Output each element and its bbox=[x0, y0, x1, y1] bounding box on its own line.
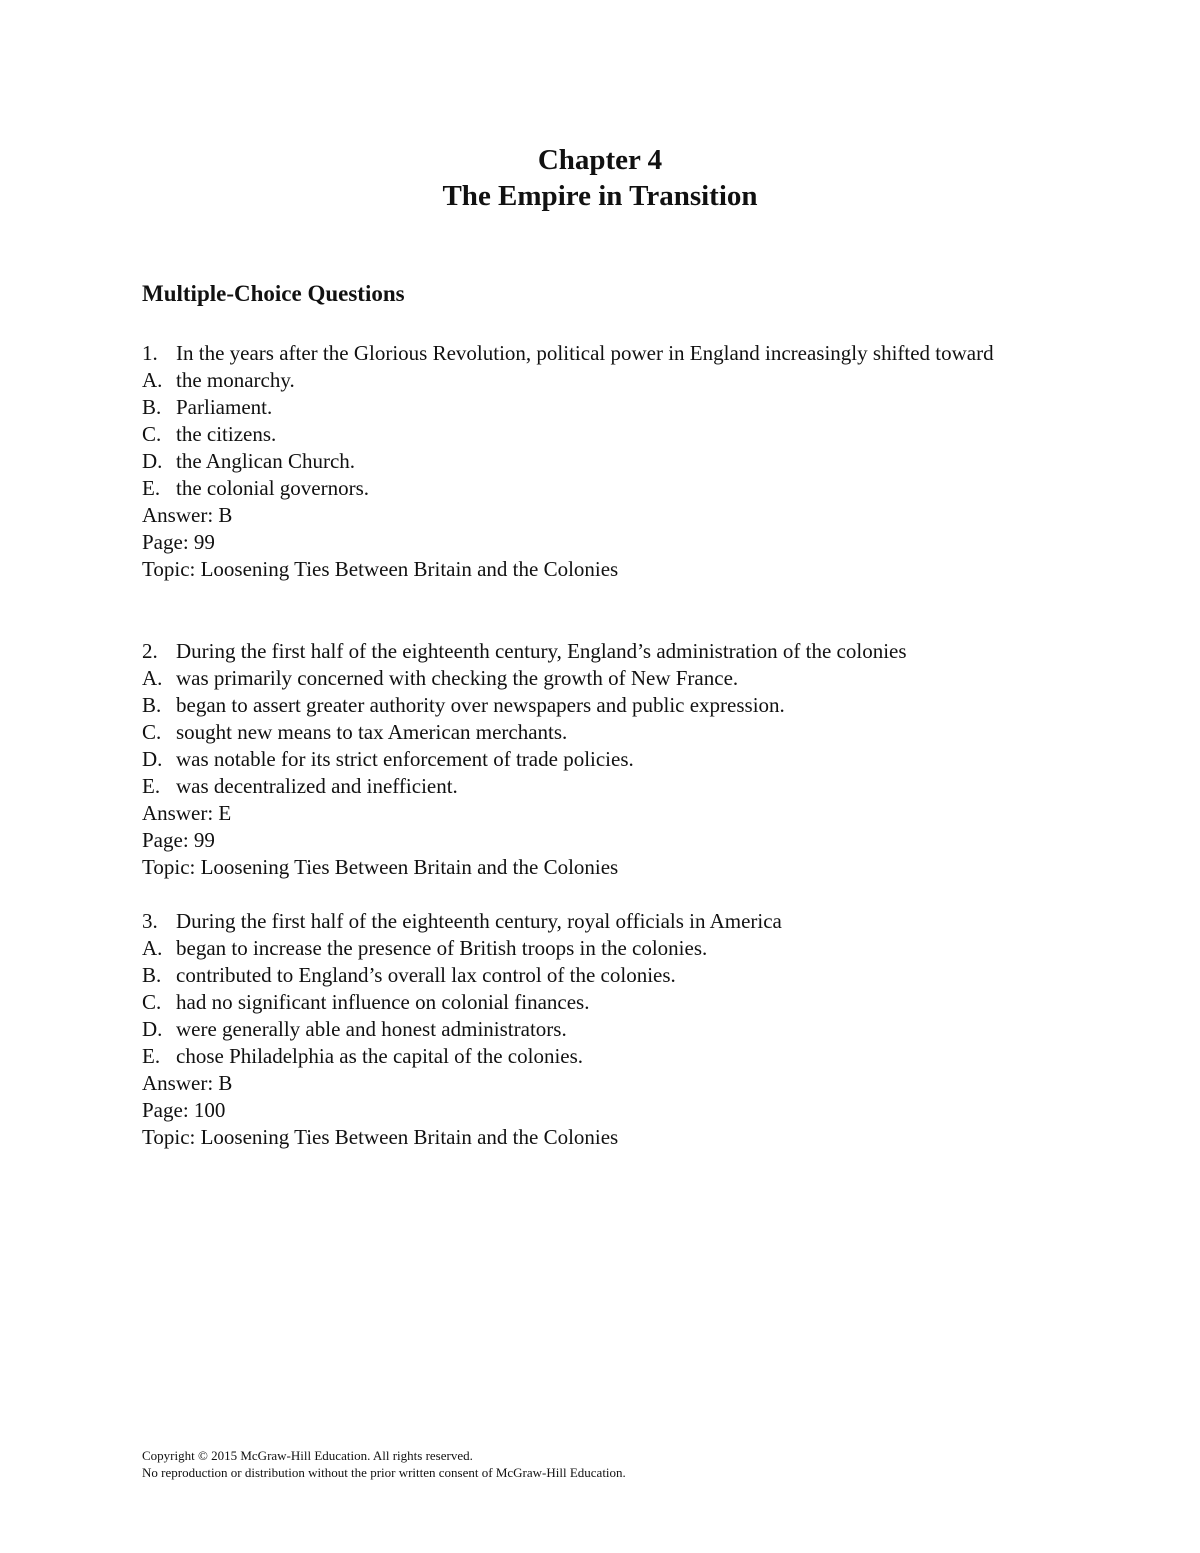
answer-option bbox=[142, 1043, 1042, 1070]
option-letter: A. bbox=[142, 368, 163, 392]
option-letter: A. bbox=[142, 936, 163, 960]
answer-option bbox=[142, 475, 1042, 502]
option-text: the colonial governors. bbox=[176, 476, 370, 500]
section-heading: Multiple-Choice Questions bbox=[142, 281, 405, 306]
answer-key: Answer: B bbox=[142, 1071, 233, 1095]
question-stem: In the years after the Glorious Revolution, political power in England increasingly shifted toward bbox=[176, 341, 994, 365]
reproduction-notice: No reproduction or distribution without the prior written consent of McGraw-Hill Education. bbox=[142, 1465, 626, 1480]
question-stem: During the first half of the eighteenth century, England’s administration of the colonies bbox=[176, 639, 907, 663]
option-text: the citizens. bbox=[176, 422, 277, 446]
option-text: was decentralized and inefficient. bbox=[176, 774, 458, 798]
option-letter: B. bbox=[142, 963, 162, 987]
topic-reference: Topic: Loosening Ties Between Britain and the Colonies bbox=[142, 1125, 619, 1149]
option-text: sought new means to tax American merchants. bbox=[176, 720, 568, 744]
option-text: began to increase the presence of British troops in the colonies. bbox=[176, 936, 708, 960]
question-number: 3. bbox=[142, 909, 158, 933]
answer-option bbox=[142, 665, 1042, 692]
option-letter: D. bbox=[142, 747, 163, 771]
option-letter: E. bbox=[142, 774, 161, 798]
answer-option bbox=[142, 989, 1042, 1016]
option-letter: B. bbox=[142, 395, 162, 419]
option-text: was primarily concerned with checking the growth of New France. bbox=[176, 666, 739, 690]
option-letter: D. bbox=[142, 449, 163, 473]
answer-option bbox=[142, 935, 1042, 962]
option-text: were generally able and honest administrators. bbox=[176, 1017, 567, 1041]
answer-option bbox=[142, 719, 1042, 746]
chapter-number: Chapter 4 bbox=[537, 144, 663, 176]
option-text: was notable for its strict enforcement of trade policies. bbox=[176, 747, 634, 771]
option-text: contributed to England’s overall lax control of the colonies. bbox=[176, 963, 676, 987]
option-letter: C. bbox=[142, 990, 162, 1014]
chapter-title: The Empire in Transition bbox=[442, 180, 758, 212]
answer-option bbox=[142, 773, 1042, 800]
page-reference: Page: 99 bbox=[142, 530, 215, 554]
option-letter: D. bbox=[142, 1017, 163, 1041]
answer-option bbox=[142, 421, 1042, 448]
topic-reference: Topic: Loosening Ties Between Britain and the Colonies bbox=[142, 557, 619, 581]
answer-option bbox=[142, 448, 1042, 475]
page-reference: Page: 100 bbox=[142, 1098, 226, 1122]
question-3 bbox=[142, 908, 1042, 1151]
question-stem-row bbox=[142, 908, 1042, 935]
answer-option bbox=[142, 746, 1042, 773]
answer-option bbox=[142, 394, 1042, 421]
answer-option bbox=[142, 367, 1042, 394]
question-number: 1. bbox=[142, 341, 158, 365]
copyright-line: Copyright © 2015 McGraw-Hill Education. All rights reserved. bbox=[142, 1448, 473, 1463]
question-stem-row bbox=[142, 638, 1042, 665]
option-letter: B. bbox=[142, 693, 162, 717]
question-2 bbox=[142, 638, 1042, 881]
answer-key: Answer: E bbox=[142, 801, 232, 825]
option-letter: C. bbox=[142, 720, 162, 744]
answer-key: Answer: B bbox=[142, 503, 233, 527]
option-text: Parliament. bbox=[176, 395, 273, 419]
option-text: the monarchy. bbox=[176, 368, 295, 392]
option-text: began to assert greater authority over newspapers and public expression. bbox=[176, 693, 785, 717]
option-text: chose Philadelphia as the capital of the colonies. bbox=[176, 1044, 584, 1068]
question-stem-row bbox=[142, 340, 1042, 367]
topic-reference: Topic: Loosening Ties Between Britain and the Colonies bbox=[142, 855, 619, 879]
answer-option bbox=[142, 962, 1042, 989]
answer-option bbox=[142, 692, 1042, 719]
page-reference: Page: 99 bbox=[142, 828, 215, 852]
chapter-title-block bbox=[0, 142, 1200, 214]
question-stem: During the first half of the eighteenth century, royal officials in America bbox=[176, 909, 782, 933]
option-letter: E. bbox=[142, 476, 161, 500]
option-text: had no significant influence on colonial finances. bbox=[176, 990, 590, 1014]
page-footer bbox=[142, 1447, 626, 1481]
answer-option bbox=[142, 1016, 1042, 1043]
question-number: 2. bbox=[142, 639, 158, 663]
option-letter: A. bbox=[142, 666, 163, 690]
option-letter: C. bbox=[142, 422, 162, 446]
option-letter: E. bbox=[142, 1044, 161, 1068]
option-text: the Anglican Church. bbox=[176, 449, 356, 473]
question-1 bbox=[142, 340, 1042, 583]
